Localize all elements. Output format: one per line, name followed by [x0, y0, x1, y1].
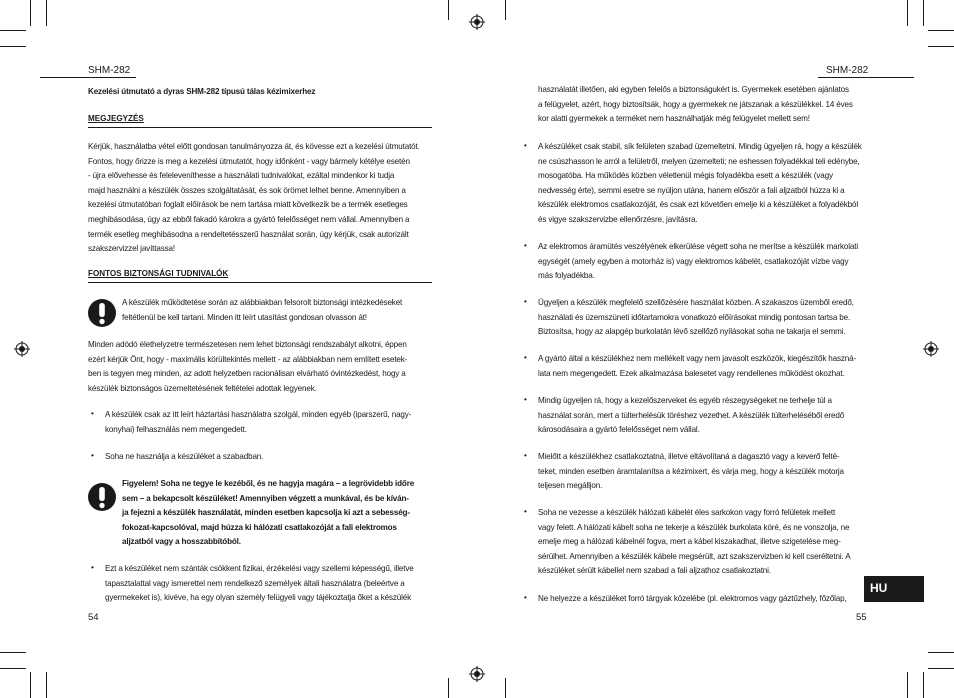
text-line: károsodásaira a gyártó felelősséget nem vállal. [538, 425, 700, 435]
text-line: A készüléket csak stabil, sík felületen szabad üzemeltetni. Mindig ügyeljen rá, hogy a készülék [538, 142, 862, 151]
text-line: feltétlenül be kell tartani. Minden itt leírt utasítást gondosan olvasson át! [122, 312, 367, 322]
text-line: sem – a bekapcsolt készüléket! Amennyiben végzett a munkával, és be kíván- [122, 493, 409, 503]
bullet-marker: • [524, 353, 527, 362]
text-line: mosogatóba. Ha működés közben véletlenül mégis folyadékba esett a készülék (vagy [538, 171, 833, 181]
bullet-marker: • [91, 563, 94, 572]
text-line: majd használni a készülék összes szolgáltatását, és sok örömet lelhet benne. Amennyiben a [88, 185, 406, 195]
crop-mark [448, 0, 449, 20]
warning-1-text [122, 296, 402, 325]
text-line: ja fejezni a készülék használatát, minden esetben kapcsolja ki azt a sebesség- [122, 508, 410, 518]
bullet-item [538, 450, 844, 494]
crop-mark [923, 0, 924, 26]
text-line: Ezt a készüléket nem szánták csökkent fizikai, érzékelési vagy szellemi képességű, illetve [105, 564, 414, 573]
bullet-item [538, 140, 862, 228]
bullet-item [538, 506, 851, 579]
text-line: ne csúszhasson le arról a felületről, melyen üzemelteti; ne eshessen folyadékkal teli edénybe, [538, 156, 860, 166]
bullet-marker: • [524, 507, 527, 516]
text-line: Soha ne vezesse a készülék hálózati kábelét éles sarkokon vagy forró felületek mellett [538, 508, 836, 517]
text-line: Fontos, hogy őrizze is meg a kezelési útmutatót, hogy időnként - vagy bármely kétélye esetén [88, 156, 410, 166]
exclamation-warning-icon [88, 482, 116, 512]
registration-mark-icon [469, 666, 485, 682]
warning-2-text [122, 477, 414, 550]
bullet-marker: • [524, 297, 527, 306]
text-line: A készülék működtetése során az alábbiakban felsorolt biztonsági intézkedéseket [122, 298, 403, 307]
crop-mark [928, 668, 954, 669]
text-line: A készülék csak az itt leírt háztartási használatra szolgál, minden egyéb (iparszerű, nagy- [105, 410, 412, 419]
text-line: fokozat-kapcsolóval, majd húzza ki hálózati csatlakozóját a fali elektromos [122, 522, 397, 532]
bullet-marker: • [524, 141, 527, 150]
bullet-item [105, 408, 411, 437]
crop-mark [505, 678, 506, 698]
bullet-marker: • [524, 451, 527, 460]
page-number: 54 [88, 612, 99, 623]
text-line: Mindig ügyeljen rá, hogy a kezelőszerveket és egyéb részegységeket ne terhelje túl a [538, 396, 832, 405]
text-line: Soha ne használja a készüléket a szabadban. [105, 452, 264, 461]
text-line: készüléket sérült kábellel nem szabad a fali aljzathoz csatlakoztatni. [538, 566, 771, 576]
text-line: teljesen megálljon. [538, 481, 603, 491]
note-heading: MEGJEGYZÉS [88, 114, 144, 123]
text-line: aljzatból vagy a hosszabbítóból. [122, 537, 241, 547]
text-line: Biztosítsa, hogy az alapgép burkolatán lévő szellőző nyílásokat soha ne takarja el semmi. [538, 327, 846, 337]
model-label: SHM-282 [826, 65, 869, 76]
model-label: SHM-282 [88, 65, 131, 76]
crop-mark [30, 672, 31, 698]
text-line: lata nem megengedett. Ezek alkalmazása balesetet vagy rendellenes működést okozhat. [538, 368, 845, 378]
text-line: kezelési útmutatóban foglalt előírások be nem tartása miatt következik be a termék esetleges [88, 200, 408, 210]
bullet-item [538, 394, 844, 438]
crop-mark [0, 30, 26, 31]
crop-mark [928, 30, 954, 31]
text-line: készülék elektromos csatlakozóját, és csak ezt követően emelje ki a készüléket a folyadékból [538, 200, 859, 210]
section-rule [88, 282, 432, 283]
safety-heading: FONTOS BIZTONSÁGI TUDNIVALÓK [88, 269, 229, 278]
intro-paragraph [88, 338, 407, 396]
bullet-marker: • [524, 395, 527, 404]
text-line: emelje meg a hálózati kábelnél fogva, mert a kábel kiszakadhat, illetve szigetelése meg- [538, 537, 841, 547]
text-line: teket, minden esetben áramtalanítsa a kézimixert, és várja meg, hogy a készülék motorja [538, 466, 844, 476]
crop-mark [923, 672, 924, 698]
text-line: és vigye szakszervizbe ellenőrzésre, javításra. [538, 214, 698, 224]
exclamation-warning-icon [88, 298, 116, 328]
bullet-marker: • [524, 593, 527, 602]
text-line: A gyártó által a készülékhez nem mellékelt vagy nem javasolt eszközök, kiegészítők haszná- [538, 354, 857, 363]
crop-mark [505, 0, 506, 20]
crop-mark [30, 0, 31, 26]
crop-mark [46, 672, 47, 698]
crop-mark [928, 46, 954, 47]
bullet-item [538, 240, 858, 284]
bullet-marker: • [91, 409, 94, 418]
crop-mark [0, 668, 26, 669]
page-number: 55 [856, 612, 867, 623]
text-line: ezért kérjük Önt, hogy - maximális körültekintés mellett - az alábbiakban nem említett esetek- [88, 354, 408, 364]
text-line: kor alatti gyermekek a terméket nem használhatják még felügyelet mellett sem! [538, 114, 810, 124]
bullet-item [538, 352, 856, 381]
bullet-item [538, 296, 854, 340]
text-line: - újra elővehesse és feleleveníthesse a használati tudnivalókat, ezáltal mindenkor ki tudja [88, 171, 395, 181]
crop-mark [928, 652, 954, 653]
registration-mark-icon [469, 14, 485, 30]
bullet-item [105, 450, 263, 465]
bullet-item [538, 592, 847, 607]
header-rule [818, 77, 914, 78]
text-line: Ügyeljen a készülék megfelelő szellőzésére használat közben. A szakaszos üzemből eredő, [538, 298, 854, 307]
text-line: Az elektromos áramütés veszélyének elkerülése végett soha ne merítse a készülék markolati [538, 242, 858, 251]
document-title: Kezelési útmutató a dyras SHM-282 típusú tálas kézimixerhez [88, 87, 316, 96]
crop-mark [0, 652, 26, 653]
language-tab [864, 576, 924, 602]
registration-mark-icon [923, 341, 939, 357]
section-rule [88, 127, 432, 128]
text-line: termék esetleg meghibásodna a rendeltetésszerű használat során, úgy kérjük, csak autorizált [88, 229, 409, 239]
crop-mark [46, 0, 47, 26]
text-line: Minden adódó élethelyzetre természetesen nem lehet biztonsági rendszabályt alkotni, éppen [88, 340, 407, 349]
text-line: Ne helyezze a készüléket forró tárgyak közelébe (pl. elektromos vagy gáztűzhely, főzőlap, [538, 594, 847, 603]
note-paragraph [88, 140, 420, 257]
text-line: meghibásodása, úgy az ebből fakadó károkra a gyártó felelősséget nem vállal. Amennyiben a [88, 214, 410, 224]
text-line: tapasztalattal vagy ismerettel nem rendelkező személyek általi használatra (beleértve a [105, 578, 405, 588]
crop-mark [0, 46, 26, 47]
bullet-item [105, 562, 414, 606]
text-line: használatát illetően, aki egyben felelős a biztonságukért is. Gyermekek esetében ajánlatos [538, 85, 849, 94]
registration-mark-icon [14, 341, 30, 357]
text-line: ben is tegyen meg minden, az adott helyzetben racionálisan elvárható óvintézkedést, hogy a [88, 369, 406, 379]
text-line: használat során, mert a túlterhelésük töréshez vezethet. A készülék túlterheléséből eredő [538, 410, 845, 420]
text-line: nedvesség érte), semmi esetre se nyúljon utána, hanem először a fali aljzatból húzza ki a [538, 185, 845, 195]
header-rule [40, 77, 136, 78]
continuation-paragraph [538, 83, 853, 127]
bullet-marker: • [91, 451, 94, 460]
text-line: vagy felett. A hálózati kábelt soha ne tekerje a készülék burkolata köré, és ne vonszolja, ne [538, 522, 850, 532]
crop-mark [907, 672, 908, 698]
text-line: használati és üzemszüneti időtartamokra vonatkozó előírásokat mindig pontosan tartsa be. [538, 312, 851, 322]
bullet-marker: • [524, 241, 527, 250]
text-line: Kérjük, használatba vétel előtt gondosan tanulmányozza át, és kövesse ezt a kezelési útmutatót. [88, 142, 420, 151]
crop-mark [448, 678, 449, 698]
text-line: szakszervizzel javíttassa! [88, 244, 175, 254]
text-line: készülék biztonságos üzemeltetésének feltételei adottak legyenek. [88, 383, 317, 393]
text-line: Figyelem! Soha ne tegye le kezéből, és ne hagyja magára – a legrövidebb időre [122, 479, 415, 488]
text-line: konyhai) felhasználás nem megengedett. [105, 424, 247, 434]
text-line: más folyadékba. [538, 271, 595, 281]
text-line: egységét (amely egyben a motorház is) vagy elektromos kábelét, csatlakozóját vízbe vagy [538, 256, 849, 266]
text-line: a felügyelet, azért, hogy biztosítsák, hogy a gyermekek ne játszanak a készülékkel. 14 éves [538, 99, 853, 109]
text-line: Mielőtt a készülékhez csatlakoztatná, illetve eltávolítaná a dagasztó vagy a keverő felté- [538, 452, 840, 461]
crop-mark [907, 0, 908, 26]
text-line: gyermekeket is), kivéve, ha egy olyan személy felügyeli vagy tájékoztatja őket a készülék [105, 593, 412, 603]
language-tab-label: HU [870, 581, 888, 595]
text-line: sérülhet. Amennyiben a készülék kábele megsérült, azt szakszervizben ki kell cseréltetni. A [538, 551, 851, 561]
